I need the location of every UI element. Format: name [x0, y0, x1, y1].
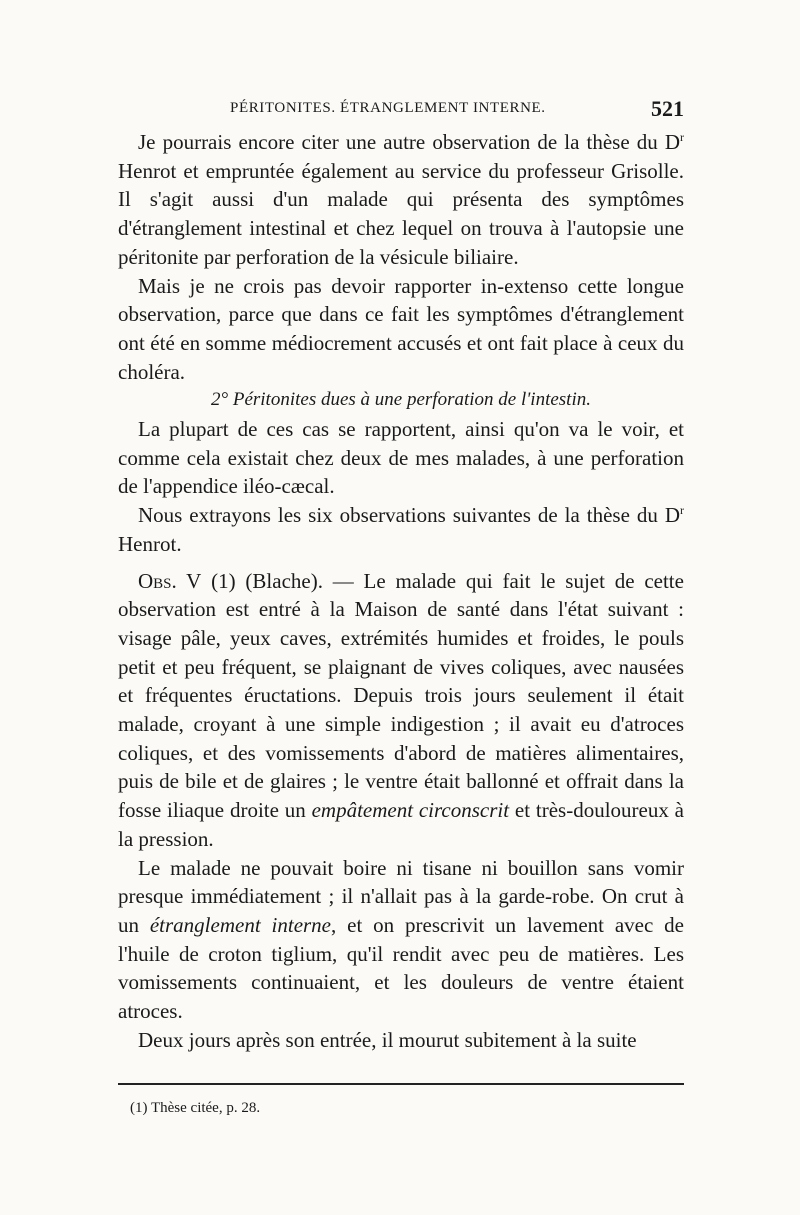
running-title: PÉRITONITES. ÉTRANGLEMENT INTERNE.: [230, 100, 546, 116]
paragraph-4: [118, 501, 684, 558]
paragraph-6-italic: étranglement interne: [149, 912, 332, 937]
body-text: [118, 128, 684, 1055]
paragraph-1: [118, 128, 684, 272]
paragraph-1-rest: Henrot et empruntée également au service du professeur Grisolle. Il s'agit aussi d'un malade qui présenta des symptômes d'étranglement intestinal et chez lequel on trouva à l'autopsie une péritonite par perforation de la vésicule biliaire.: [118, 158, 684, 269]
footnote: (1) Thèse citée, p. 28.: [130, 1100, 261, 1116]
paragraph-6: [118, 854, 684, 1026]
doctor-abbrev: D: [664, 503, 681, 528]
doctor-abbrev-sup: r: [680, 130, 684, 144]
footnote-reference: (1): [201, 568, 246, 593]
observation-paragraph: [118, 567, 684, 854]
page-header: [118, 96, 684, 124]
observation-label: Obs. V: [138, 568, 202, 593]
paragraph-6-start: Le malade ne pouvait boire ni tisane ni bouillon sans vomir presque immédiatement ; il n'allait pas à la garde-robe. On crut à un: [118, 855, 684, 937]
doctor-abbrev-sup: r: [680, 503, 685, 518]
paragraph-3: La plupart de ces cas se rapportent, ainsi qu'on va le voir, et comme cela existait chez deux de mes malades, à une perforation de l'appendice iléo-cæcal.: [118, 417, 684, 499]
observation-end: et très-douloureux à la pression.: [118, 798, 684, 851]
paragraph-4-rest: Henrot.: [118, 531, 182, 556]
observation-italic: empâtement circonscrit: [311, 798, 510, 823]
paragraph-1-text: Je pourrais encore citer une autre observation de la thèse du: [138, 130, 658, 154]
paragraph-6-end: , et on prescrivit un lavement avec de l'huile de croton tiglium, qu'il rendit avec peu de matières. Les vomissements continuaient, et les douleurs de ventre étaient atroces.: [118, 912, 684, 1024]
page-number: 521: [651, 96, 684, 121]
doctor-abbrev: D: [664, 130, 680, 154]
paragraph-4-text: Nous extrayons les six observations suivantes de la thèse du: [138, 503, 658, 528]
observation-text: (Blache). — Le malade qui fait le sujet de cette observation est entré à la Maison de santé dans l'état suivant : visage pâle, yeux caves, extrémités humides et froides, le pouls petit et peu fréquent, se plaignant de vives coliques, avec nausées et fréquentes éructations. Depuis trois jours seulement il était malade, croyant à une simple indigestion ; il avait eu d'atroces coliques, et des vomissements d'abord de matières alimentaires, puis de bile et de glaires ; le ventre était ballonné et offrait dans la fosse iliaque droite un: [118, 568, 684, 823]
paragraph-2: Mais je ne crois pas devoir rapporter in-extenso cette longue observation, parce que dans ce fait les symptômes d'étranglement ont été en somme médiocrement accusés et ont fait place à ceux du choléra.: [118, 273, 684, 384]
paragraph-7: Deux jours après son entrée, il mourut subitement à la suite: [138, 1027, 637, 1052]
footnote-rule: [118, 1083, 684, 1085]
section-title: 2° Péritonites dues à une perforation de l'intestin.: [210, 389, 591, 411]
